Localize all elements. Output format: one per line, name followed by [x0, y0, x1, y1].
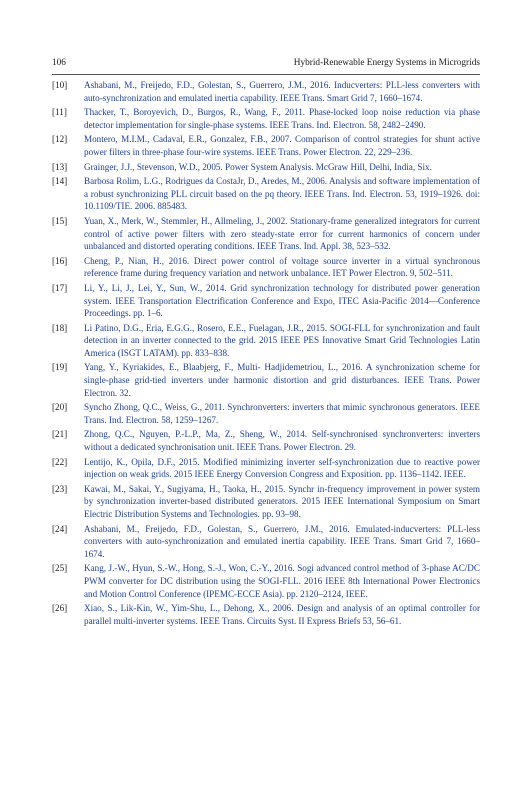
page-number: 106 — [52, 58, 66, 68]
reference-link[interactable]: Kawai, M., Sakai, Y., Sugiyama, H., Taoka, H., 2015. Synchr in-frequency improvement in power system by synchronization inverter-based distributed generators. 2015 IEEE International Symposium on Smart Electric Distribution Systems and Technologies. pp. 93–98. — [84, 483, 480, 519]
reference-number: [23] — [52, 483, 68, 494]
reference-link[interactable]: Kang, J.-W., Hyun, S.-W., Hong, S.-J., Won, C.-Y., 2016. Sogi advanced control method of 3-phase AC/DC PWM converter for DC distribution using the SOGI-FLL. 2016 IEEE 8th International Power Electronics and Motion Control Conference (IPEMC-ECCE Asia). pp. 2120–2124, IEEE. — [84, 563, 480, 599]
reference-item — [52, 523, 480, 561]
reference-number: [11] — [52, 107, 67, 118]
reference-number: [13] — [52, 161, 68, 172]
reference-link[interactable]: Yuan, X., Merk, W., Stemmler, H., Allmeling, J., 2002. Stationary-frame generalized integrators for current control of active power filters with zero steady-state error for current harmonics of concern under unbalanced and distorted operating conditions. IEEE Trans. Ind. Appl. 38, 523–532. — [84, 215, 480, 252]
reference-link[interactable]: Zhong, Q.C., Nguyen, P.-L.P., Ma, Z., Sheng, W., 2014. Self-synchronised synchronverters: inverters without a dedicated synchronisation unit. IEEE Trans. Power Electron. 29. — [84, 429, 480, 453]
reference-link[interactable]: Ashabani, M., Freijedo, F.D., Golestan, S., Guerrero, J.M., 2016. Emulated-inducverters: PLL-less converters with auto-synchronization and emulated inertia capability. IEEE Trans. Smart Grid 7, 1660–1674. — [84, 523, 480, 559]
reference-item — [52, 255, 480, 280]
header-rule — [52, 74, 480, 75]
reference-item — [52, 282, 480, 320]
reference-item — [52, 175, 480, 213]
reference-number: [24] — [52, 523, 68, 534]
reference-link[interactable]: Grainger, J.J., Stevenson, W.D., 2005. Power System Analysis. McGraw Hill, Delhi, India, Six. — [84, 161, 432, 172]
reference-number: [16] — [52, 255, 68, 266]
reference-number: [26] — [52, 603, 68, 614]
reference-item — [52, 602, 480, 627]
reference-link[interactable]: Lentijo, K., Opila, D.F., 2015. Modified minimizing inverter self-synchronization due to reactive power injection on weak grids. 2015 IEEE Energy Conversion Congress and Exposition. pp. 1136–1142. IEEE. — [84, 456, 480, 480]
page-header — [52, 58, 480, 72]
reference-item — [52, 562, 480, 600]
reference-link[interactable]: Ashabani, M., Freijedo, F.D., Golestan, S., Guerrero, J.M., 2016. Inducverters: PLL-less converters with auto-synchronization and emulated inertia capability. IEEE Trans. Smart Grid 7, 1660–1674. — [84, 80, 480, 103]
reference-item — [52, 106, 480, 131]
reference-link[interactable]: Syncho Zhong, Q.C., Weiss, G., 2011. Synchronverters: inverters that mimic synchronous generators. IEEE Trans. Ind. Electron. 58, 1259–1267. — [84, 402, 480, 425]
reference-link[interactable]: Yang, Y., Kyriakides, E., Blaabjerg, F., Multi- Hadjidemetriou, L., 2016. A synchronization scheme for single-phase grid-tied inverters under harmonic distortion and grid disturbances. IEEE Trans. Power Electron. 32. — [84, 362, 480, 398]
reference-link[interactable]: Montero, M.I.M., Cadaval, E.R., Gonzalez, F.B., 2007. Comparison of control strategies for shunt active power filters in three-phase four-wire systems. IEEE Trans. Power Electron. 22, 229–236. — [84, 134, 480, 157]
reference-link[interactable]: Thacker, T., Boroyevich, D., Burgos, R., Wang, F., 2011. Phase-locked loop noise reduction via phase detector implementation for single-phase systems. IEEE Trans. Ind. Electron. 58, 2482–2490. — [84, 107, 480, 130]
reference-item — [52, 401, 480, 426]
reference-number: [25] — [52, 563, 68, 574]
reference-link[interactable]: Xiao, S., Lik-Kin, W., Yim-Shu, L., Dehong, X., 2006. Design and analysis of an optimal controller for parallel multi-inverter systems. IEEE Trans. Circuits Syst. II Express Briefs 53, 56–61. — [84, 603, 480, 626]
reference-item — [52, 79, 480, 104]
reference-number: [20] — [52, 402, 68, 413]
reference-item — [52, 361, 480, 399]
reference-link[interactable]: Cheng, P., Nian, H., 2016. Direct power control of voltage source inverter in a virtual synchronous reference frame during frequency variation and network unbalance. IET Power Electron. 9, 502–511. — [84, 255, 480, 279]
reference-link[interactable]: Li Patino, D.G., Eria, E.G.G., Rosero, E.E., Fuelagan, J.R., 2015. SOGI-FLL for synchronization and fault detection in an inverter connected to the grid. 2015 IEEE PES Innovative Smart Grid Technologies Latin America (ISGT LATAM). pp. 833–838. — [84, 322, 480, 358]
reference-link[interactable]: Li, Y., Li, J., Lei, Y., Sun, W., 2014. Grid synchronization technology for distributed power generation system. IEEE Transportation Electrification Conference and Expo, ITEC Asia-Pacific 2014—Conference Proceedings. pp. 1–6. — [84, 282, 480, 319]
reference-number: [22] — [52, 456, 68, 467]
reference-item — [52, 428, 480, 453]
reference-item — [52, 215, 480, 253]
reference-number: [14] — [52, 176, 68, 187]
reference-number: [17] — [52, 282, 68, 293]
reference-number: [10] — [52, 80, 68, 90]
reference-item — [52, 322, 480, 360]
reference-number: [19] — [52, 362, 68, 373]
reference-list — [52, 79, 480, 629]
reference-item — [52, 161, 480, 174]
reference-number: [15] — [52, 215, 68, 226]
reference-link[interactable]: Barbosa Rolim, L.G., Rodrigues da CostaJr, D., Aredes, M., 2006. Analysis and software implementation of a robust synchronizing PLL circuit based on the pq theory. IEEE Trans. Ind. Electron. 53, 1919–1926. doi: 10.1109/TIE. 2006. 885483. — [84, 176, 480, 212]
reference-number: [12] — [52, 134, 68, 145]
reference-item — [52, 456, 480, 481]
reference-item — [52, 133, 480, 158]
reference-item — [52, 483, 480, 521]
reference-number: [18] — [52, 322, 68, 333]
reference-number: [21] — [52, 429, 68, 440]
running-title: Hybrid-Renewable Energy Systems in Microgrids — [293, 58, 480, 68]
